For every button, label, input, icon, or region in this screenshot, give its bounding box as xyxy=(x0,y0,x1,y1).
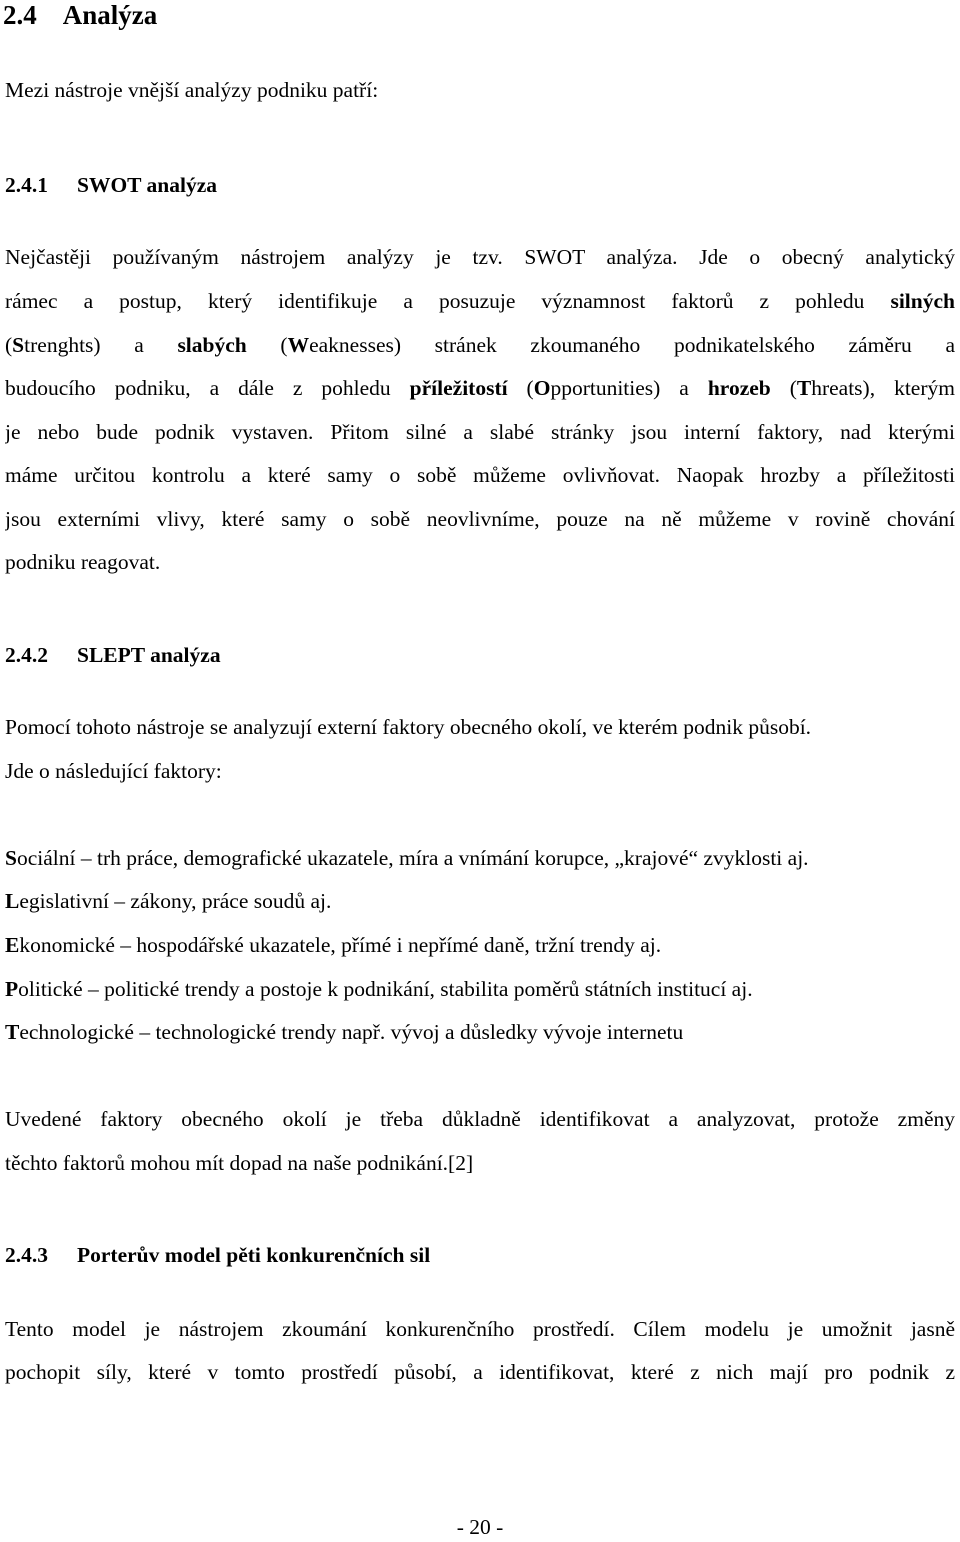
bold-hrozeb: hrozeb xyxy=(707,376,771,400)
swot-title: SWOT analýza xyxy=(77,173,217,197)
slept-item-technological: Technologické – technologické trendy např. vývoj a důsledky vývoje internetu xyxy=(5,1020,684,1044)
slept-conclusion-2: těchto faktorů mohou mít dopad na naše podnikání.[2] xyxy=(5,1151,474,1175)
swot-number: 2.4.1 xyxy=(5,173,48,197)
porter-number: 2.4.3 xyxy=(5,1243,48,1267)
swot-line-8: podniku reagovat. xyxy=(5,550,161,574)
swot-line-4: budoucího podniku, a dále z pohledu příležitostí (Opportunities) a hrozeb (Threats), kterým xyxy=(5,376,955,400)
slept-number: 2.4.2 xyxy=(5,643,48,667)
porter-heading xyxy=(5,1240,430,1270)
slept-conclusion-1: Uvedené faktory obecného okolí je třeba důkladně identifikovat a analyzovat, protože změny xyxy=(5,1107,955,1131)
slept-title: SLEPT analýza xyxy=(77,643,221,667)
swot-line-6: máme určitou kontrolu a které samy o sobě můžeme ovlivňovat. Naopak hrozby a příležitosti xyxy=(5,463,955,487)
bold-silnych: silných xyxy=(890,289,955,313)
section-heading xyxy=(3,0,157,32)
porter-line-1: Tento model je nástrojem zkoumání konkurenčního prostředí. Cílem modelu je umožnit jasně xyxy=(5,1317,955,1341)
slept-item-social: Sociální – trh práce, demografické ukazatele, míra a vnímání korupce, „krajové“ zvyklosti aj. xyxy=(5,846,809,870)
slept-item-legislative: Legislativní – zákony, práce soudů aj. xyxy=(5,889,332,913)
swot-line-5: je nebo bude podnik vystaven. Přitom silné a slabé stránky jsou interní faktory, nad kterými xyxy=(5,420,955,444)
section-number: 2.4 xyxy=(3,0,37,30)
slept-heading xyxy=(5,640,221,670)
porter-title: Porterův model pěti konkurenčních sil xyxy=(77,1243,431,1267)
slept-item-political: Politické – politické trendy a postoje k podnikání, stabilita poměrů státních institucí aj. xyxy=(5,977,753,1001)
swot-line-1: Nejčastěji používaným nástrojem analýzy je tzv. SWOT analýza. Jde o obecný analytický xyxy=(5,245,955,269)
swot-heading xyxy=(5,170,217,200)
page-number: - 20 - xyxy=(456,1515,504,1539)
slept-line-1: Pomocí tohoto nástroje se analyzují externí faktory obecného okolí, ve kterém podnik působí. xyxy=(5,715,812,739)
intro-paragraph: Mezi nástroje vnější analýzy podniku patří: xyxy=(5,78,379,102)
porter-line-2: pochopit síly, které v tomto prostředí působí, a identifikovat, které z nich mají pro podnik z xyxy=(5,1360,955,1384)
bold-prilezitosti: příležitostí xyxy=(409,376,508,400)
swot-line-2: rámec a postup, který identifikuje a posuzuje významnost faktorů z pohledu silných xyxy=(5,289,955,313)
bold-slabych: slabých xyxy=(177,333,247,357)
swot-line-3: (Strenghts) a slabých (Weaknesses) stránek zkoumaného podnikatelského záměru a xyxy=(5,333,955,357)
swot-line-7: jsou externími vlivy, které samy o sobě neovlivníme, pouze na ně můžeme v rovině chování xyxy=(5,507,955,531)
slept-item-economic: Ekonomické – hospodářské ukazatele, přímé i nepřímé daně, tržní trendy aj. xyxy=(5,933,662,957)
section-title: Analýza xyxy=(62,0,158,30)
slept-line-2: Jde o následující faktory: xyxy=(5,759,222,783)
